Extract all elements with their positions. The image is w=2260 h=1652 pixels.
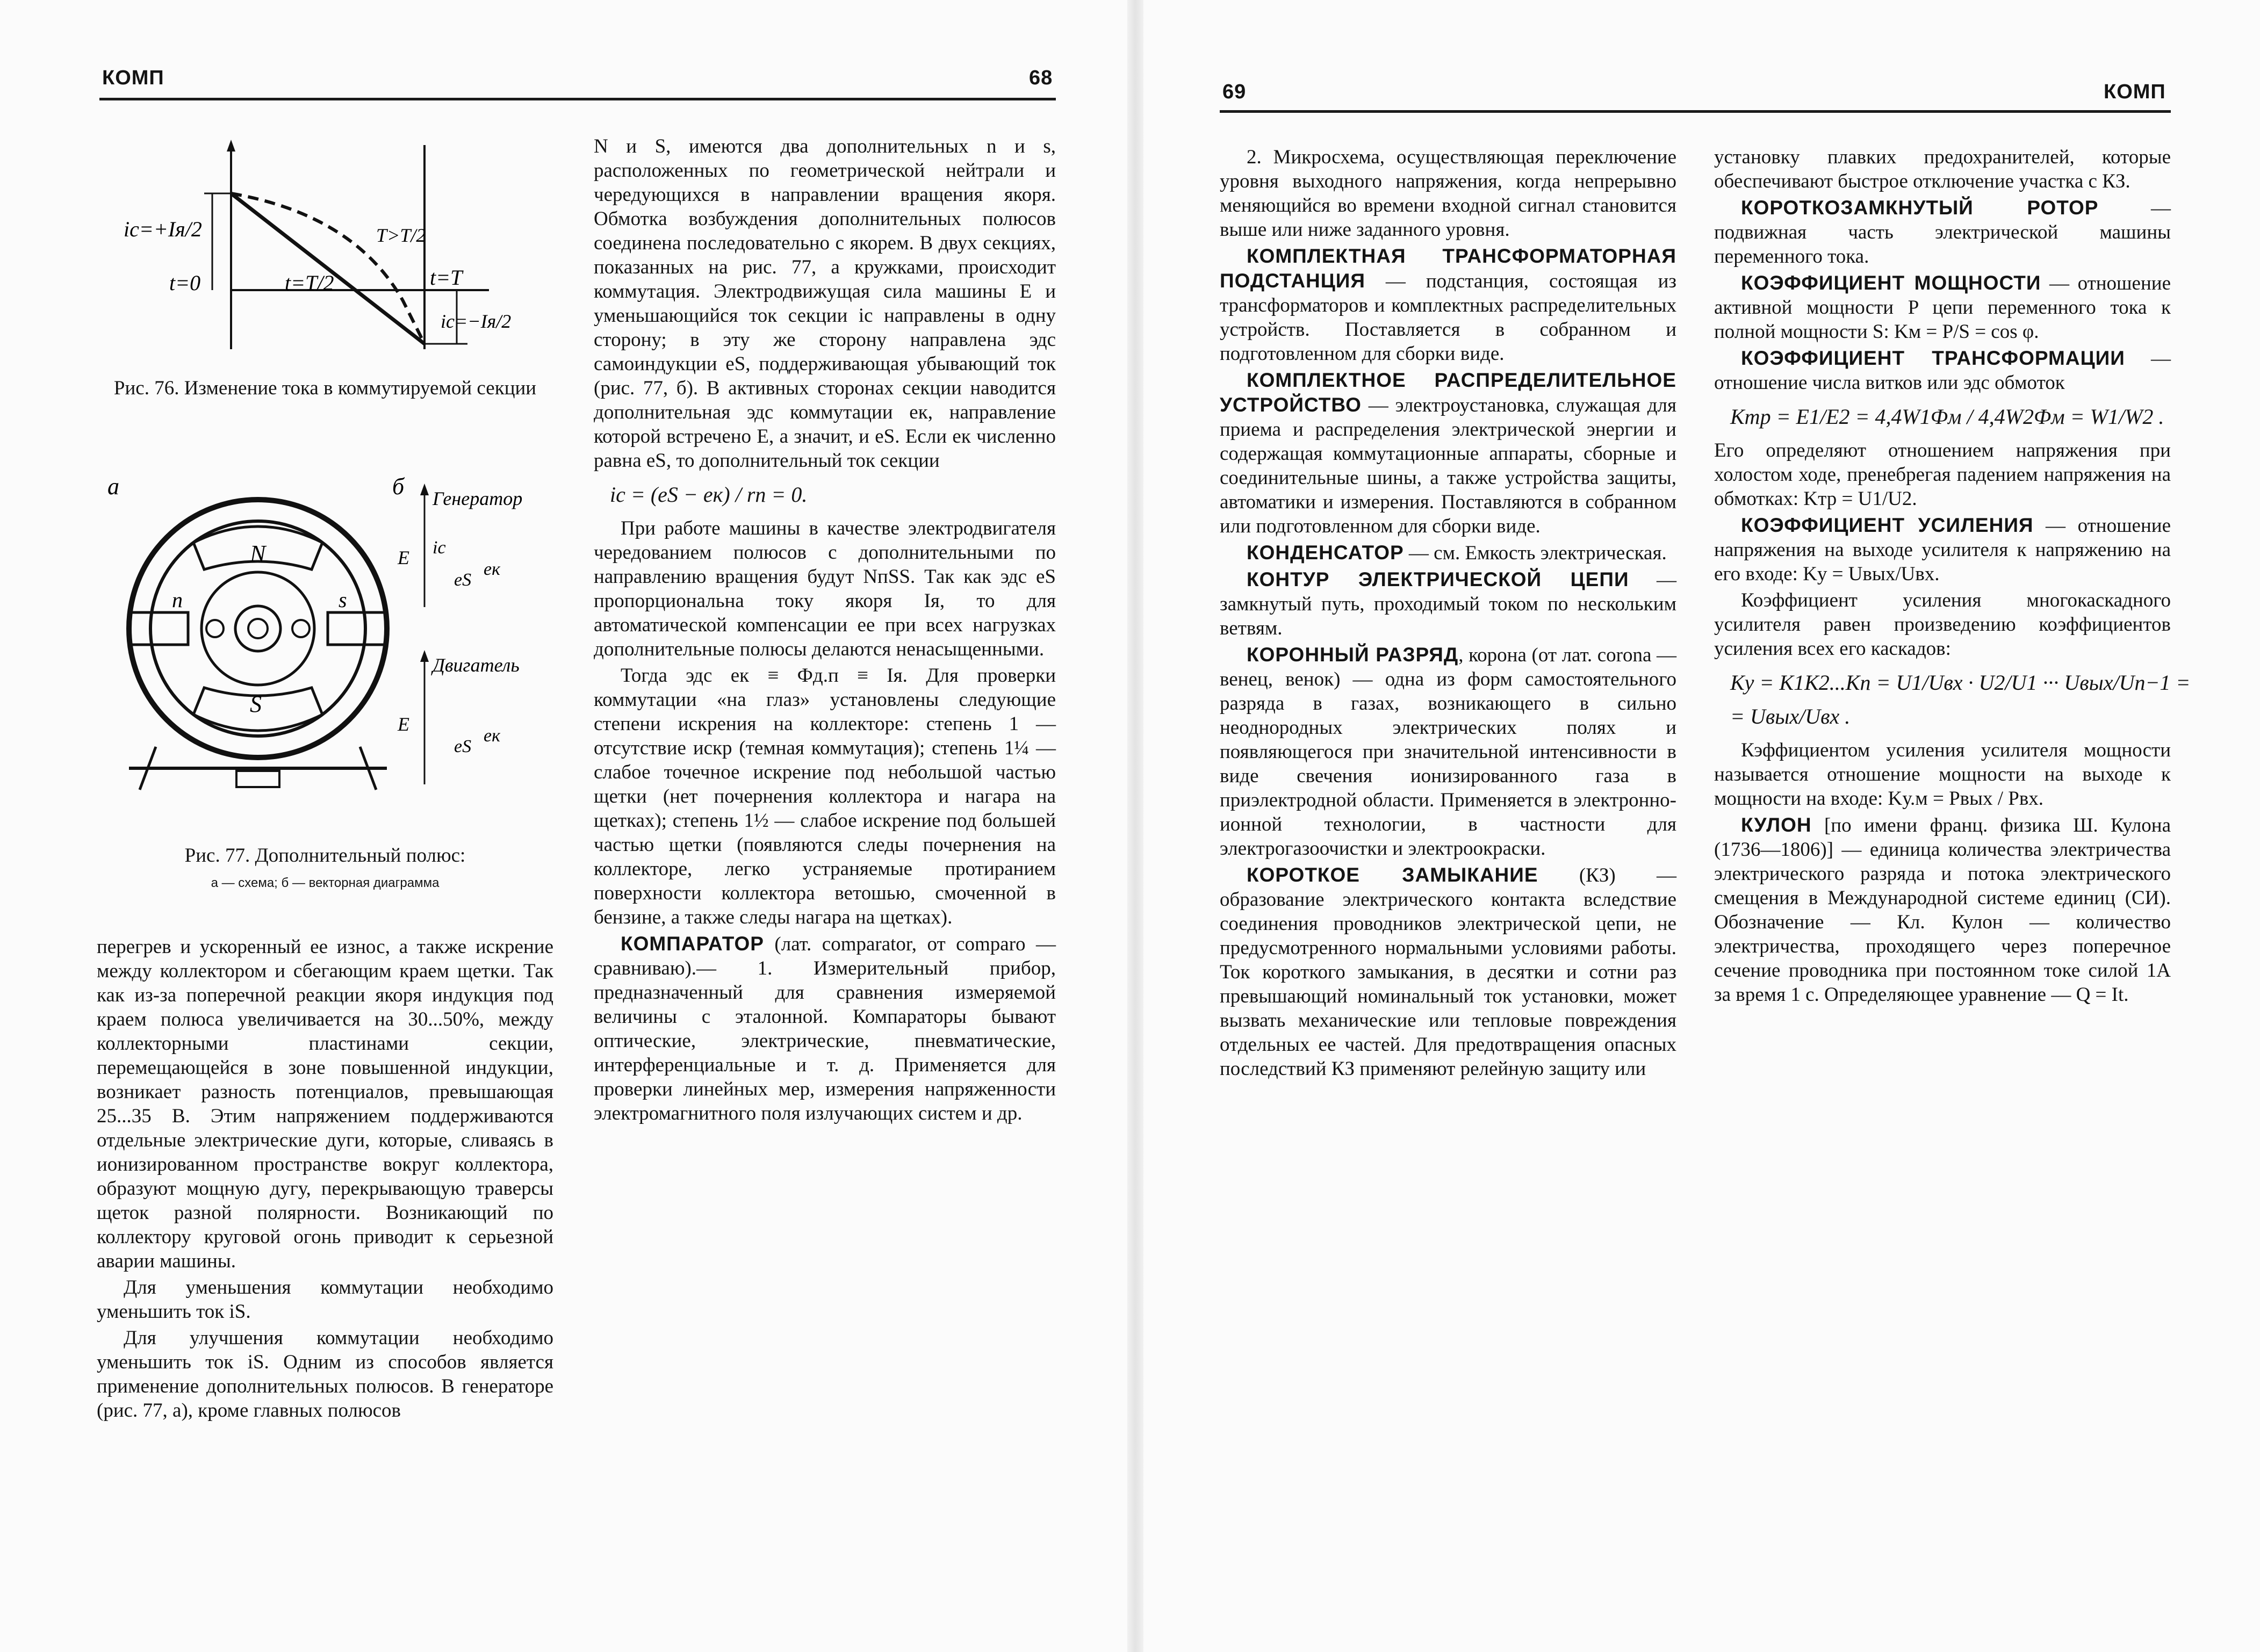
fig77-label-a: а — [107, 473, 119, 500]
text-kz: (КЗ) — образование электрического контакта вследствие соединения проводников электрической цепи, не предусмотренного нормальными условиями работы. Ток короткого замыкания, в десятки и сотни раз превышающий номинальный ток установки, может вызвать механические или тепловые повреждения отдельных ее частей. Для предотвращения опасных последствий КЗ применяют релейную защиту или — [1220, 864, 1676, 1080]
fig77-label-ic-top: iс — [433, 538, 446, 558]
text-kulon: [по имени франц. физика Ш. Кулона (1736—1806)] — единица количества электричества электрического разряда и потока электрического смещения в Международной системе единиц (СИ). Обозначение — Кл. Кулон — количество электричества, проходящего через поперечное сечение проводника при постоянном токе силой 1А за время 1 с. Определяющее уравнение — Q = It. — [1714, 814, 2171, 1006]
left-col2-p2: При работе машины в качестве электродвигателя чередованием полюсов с дополнительными по направлению вращения будут NпSS. Так как эдс eS пропорциональна току якоря Iя, то для автоматической компенсации ее при всех нагрузках дополнительные полюсы делаются ненасыщенными. — [594, 517, 1056, 660]
fig77-label-ek-bottom: eк — [484, 726, 500, 746]
fig76-label-t0: t=0 — [169, 271, 201, 295]
entry-moschnost — [1714, 271, 2171, 344]
entry-microchip — [1220, 145, 1676, 242]
text-microchip: 2. Микросхема, осуществляющая переключение уровня выходного напряжения, когда непрерывно меняющийся во времени входной сигнал становится выше или ниже заданного уровня. — [1220, 146, 1676, 241]
entry-kru — [1220, 368, 1676, 538]
entry-korona — [1220, 643, 1676, 861]
entry-predohraniteli — [1714, 145, 2171, 193]
fig77-label-N: N — [250, 540, 266, 567]
figure-77-caption-sub: а — схема; б — векторная диаграмма — [211, 876, 440, 890]
entry-kulon — [1714, 813, 2171, 1007]
left-col1-p1: перегрев и ускоренный ее износ, а также искрение между коллектором и сбегающим краем щетки. Так как из-за поперечной реакции якоря индукция под краем полюса увеличивается на 30...50%, между коллекторными пластинами секции, перемещающейся в зоне повышенной индукции, возникает разность потенциалов, превышающая 25...35 В. Этим напряжением поддерживаются отдельные электрические дуги, которые, сливаясь в ионизированном пространстве вокруг коллектора, образуют мощную дугу, перекрывающую траверсы щеток разной полярности. Возникающий по коллектору круговой огонь приводит к серьезной аварии машины. — [97, 936, 553, 1272]
text-power-gain: Кэффициентом усиления усилителя мощности называется отношение мощности на выходе к мощности на входе: Kу.м = Pвых / Pвх. — [1714, 739, 2171, 810]
left-col2-formula: iс = (eS − eк) / rп = 0. — [610, 482, 808, 507]
fig77-label-motor: Двигатель — [433, 654, 520, 676]
term-komparator: КОМПАРАТОР — [621, 933, 764, 955]
fig76-label-T: T>T/2 — [376, 225, 426, 246]
figure-77-caption: Рис. 77. Дополнительный полюс: — [184, 845, 466, 867]
fig77-label-es-top: eS — [454, 570, 472, 590]
text-usilenie: — отношение напряжения на выходе усилителя к напряжению на его входе: Kу = Uвых/Uвх. — [1714, 515, 2171, 585]
book-gutter — [1127, 0, 1143, 1652]
fig77-label-b: б — [392, 473, 405, 500]
text-transform: — отношение числа витков или эдс обмоток — [1714, 348, 2171, 394]
entry-kondensator — [1220, 540, 1676, 565]
fig77-label-n: n — [172, 588, 183, 612]
text-kru: — электроустановка, служащая для приема и распределения электрической энергии и содержащая коммутационные аппараты, сборные и соединительные шины, а также устройства защиты, автоматики и измерения. Поставляются в собранном или подготовленном для сборки виде. — [1220, 394, 1676, 537]
left-page-number: 68 — [1029, 67, 1053, 89]
formula-ktr: Kтр = E1/E2 = 4,4W1Фм / 4,4W2Фм = W1/W2 . — [1730, 405, 2164, 429]
left-col2-p1: N и S, имеются два дополнительных n и s, расположенных по геометрической нейтрали и чередующихся в направлении вращения якоря. Обмотка возбуждения дополнительных полюсов соединена последовательно с якорем. В двух секциях, показанных на рис. 77, а кружками, происходит коммутация. Электродвижущая сила машины E и уменьшающийся ток секции iс направлены в одну сторону; в эту же сторону направлена эдс самоиндукции eS, поддерживающая убывающий ток (рис. 77, б). В активных сторонах секции наводится дополнительная эдс коммутации eк, направление которой встречено E, а значит, и eS. Если eк численно равна eS, то дополнительный ток секции — [594, 135, 1056, 472]
term-ktp: КОМПЛЕКТНАЯ ТРАНСФОРМАТОРНАЯ ПОДСТАНЦИЯ — [1220, 245, 1676, 292]
text-komparator: (лат. comparator, от comparo — сравниваю).— 1. Измерительный прибор, предназначенный для сравнения измеряемой величины с эталонной. Компараторы бывают оптические, электрические, пневматические, интерференциальные и т. д. Применяется для проверки линейных мер, измерения напряженности электромагнитного поля излучающих систем и др. — [594, 933, 1056, 1124]
figure-76-graph — [124, 134, 521, 371]
entry-kontur — [1220, 567, 1676, 640]
left-col1-p2: Для уменьшения коммутации необходимо уменьшить ток iS. — [97, 1276, 553, 1323]
term-kru: КОМПЛЕКТНОЕ РАСПРЕДЕЛИТЕЛЬНОЕ УСТРОЙСТВО — [1220, 369, 1676, 416]
right-header-title: КОМП — [2104, 81, 2166, 103]
term-korona: КОРОННЫЙ РАЗРЯД — [1247, 644, 1459, 666]
fig77-label-E-top: E — [398, 547, 409, 568]
fig77-label-S: S — [250, 691, 262, 717]
fig76-label-t-half: t=T/2 — [285, 271, 334, 295]
fig77-label-E-bottom: E — [398, 713, 409, 735]
term-kz: КОРОТКОЕ ЗАМЫКАНИЕ — [1247, 864, 1538, 886]
term-kulon: КУЛОН — [1741, 814, 1812, 836]
fig76-label-tT: t=T — [430, 265, 463, 290]
right-header-rule — [1220, 110, 2171, 113]
fig77-label-es-bottom: eS — [454, 737, 472, 756]
text-kontur: — замкнутый путь, проходимый током по нескольким ветвям. — [1220, 569, 1677, 639]
text-multistage: Коэффициент усиления многокаскадного усилителя равен произведению коэффициентов усиления всех его каскадов: — [1714, 589, 2171, 660]
term-rotor: КОРОТКОЗАМКНУТЫЙ РОТОР — [1741, 197, 2099, 219]
text-korona: , корона (от лат. corona — венец, венок) — одна из форм самостоятельного разряда в газах, возникающего в сильно неоднородных электрических полях и появляющегося при значительной интенсивности в виде свечения ионизированного газа в приэлектродной области. Применяется в электронно-ионной технологии, в частности для электрогазоочистки и электроокраски. — [1220, 644, 1676, 860]
text-predohraniteli: установку плавких предохранителей, которые обеспечивают быстрое отключение участка с КЗ. — [1714, 146, 2171, 192]
fig76-label-ic-pos: iс=+Iя/2 — [124, 217, 202, 241]
text-ktr-after: Его определяют отношением напряжения при холостом ходе, пренебрегая падением напряжения на обмотках: Kтр = U1/U2. — [1714, 439, 2171, 510]
fig76-label-ic-neg: iс=−Iя/2 — [441, 311, 512, 332]
term-transform: КОЭФФИЦИЕНТ ТРАНСФОРМАЦИИ — [1741, 347, 2125, 369]
figure-76-caption: Рис. 76. Изменение тока в коммутируемой секции — [113, 377, 537, 399]
left-header-title: КОМП — [102, 67, 164, 89]
entry-rotor — [1714, 196, 2171, 269]
left-col1-text — [97, 935, 553, 1425]
left-col2-p3: Тогда эдс eк ≡ Фд.п ≡ Iя. Для проверки коммутации «на глаз» установлены следующие степени искрения на коллекторе: степень 1 — отсутствие искр (темная коммутация); степень 1¼ — слабое точечное искрение под небольшой частью щетки (нет почернения коллектора и нагара на щетках); степень 1½ — слабое искрение под большей частью щетки (появляются следы почернения на коллекторе, легко устраняемые протиранием поверхности коллектора ветошью, смоченной в бензине, а также следы нагара на щетках). — [594, 665, 1056, 928]
left-header-rule — [99, 98, 1056, 100]
term-usilenie: КОЭФФИЦИЕНТ УСИЛЕНИЯ — [1741, 514, 2034, 536]
text-ktp: — подстанция, состоящая из трансформаторов и комплектных распределительных устройств. Поставляется в собранном и подготовленном для сборки виде. — [1220, 270, 1676, 365]
term-moschnost: КОЭФФИЦИЕНТ МОЩНОСТИ — [1741, 272, 2041, 294]
text-moschnost: — отношение активной мощности P цепи переменного тока к полной мощности S: Kм = P/S = cos φ. — [1714, 272, 2171, 343]
left-page — [0, 0, 1120, 1652]
text-kondensator: — см. Емкость электрическая. — [1403, 542, 1667, 564]
formula-ku-result: = Uвых/Uвх . — [1730, 704, 1851, 728]
entry-kz — [1220, 863, 1676, 1081]
formula-ku: Kу = K1K2...Kn = U1/Uвх · U2/U1 ··· Uвых/Un−1 = — [1730, 670, 2191, 695]
fig77-label-generator: Генератор — [433, 488, 523, 509]
entry-transform — [1714, 346, 2171, 395]
text-rotor: — подвижная часть электрической машины переменного тока. — [1714, 197, 2171, 268]
left-col2-text — [594, 134, 1056, 1128]
right-page — [1150, 0, 2260, 1652]
entry-ktp — [1220, 244, 1676, 366]
entry-komparator — [594, 932, 1056, 1126]
fig77-label-ek-top: eк — [484, 559, 500, 579]
right-col2-text — [1714, 145, 2191, 1009]
right-page-number: 69 — [1222, 81, 1247, 103]
left-col1-p3: Для улучшения коммутации необходимо уменьшить ток iS. Одним из способов является применение дополнительных полюсов. В генераторе (рис. 77, а), кроме главных полюсов — [97, 1327, 553, 1422]
figure-77-diagram — [97, 467, 559, 833]
entry-usilenie — [1714, 513, 2171, 586]
term-kondensator: КОНДЕНСАТОР — [1247, 542, 1404, 564]
term-kontur: КОНТУР ЭЛЕКТРИЧЕСКОЙ ЦЕПИ — [1247, 568, 1629, 590]
right-col1-text — [1220, 145, 1676, 1083]
fig77-label-s: s — [339, 588, 347, 612]
